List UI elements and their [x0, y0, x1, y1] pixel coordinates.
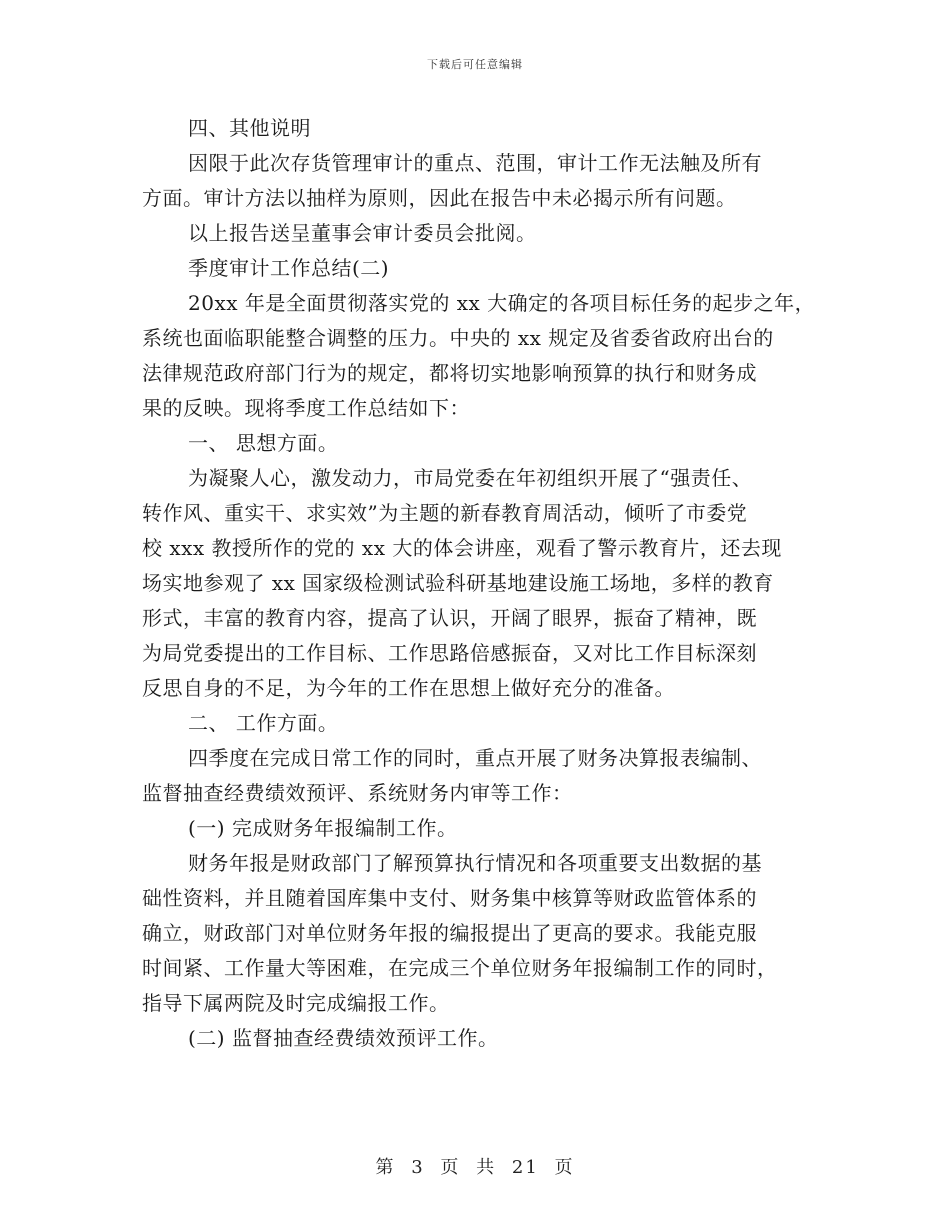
text-line: 因限于此次存货管理审计的重点、范围，审计工作无法触及所有	[188, 151, 762, 175]
text-line: 场实地参观了 xx 国家级检测试验科研基地建设施工场地，多样的教育	[142, 571, 774, 595]
text-line: 校 xxx 教授所作的党的 xx 大的体会讲座，观看了警示教育片，还去现	[142, 536, 782, 560]
footer-suffix: 页	[554, 1157, 575, 1178]
text-line: 指导下属两院及时完成编报工作。	[142, 991, 450, 1015]
text-line: 时间紧、工作量大等困难，在完成三个单位财务年报编制工作的同时，	[142, 956, 778, 980]
text-line: 财务年报是财政部门了解预算执行情况和各项重要支出数据的基	[188, 851, 762, 875]
text-line: 法律规范政府部门行为的规定，都将切实地影响预算的执行和财务成	[142, 361, 757, 385]
footer-total-pages: 21	[511, 1157, 539, 1178]
text-line: 果的反映。现将季度工作总结如下：	[142, 396, 470, 420]
text-line: 础性资料，并且随着国库集中支付、财务集中核算等财政监管体系的	[142, 886, 757, 910]
footer-total-word: 共	[476, 1157, 497, 1178]
text-line: 四、其他说明	[188, 116, 311, 140]
text-line: 系统也面临职能整合调整的压力。中央的 xx 规定及省委省政府出台的	[142, 326, 774, 350]
text-line: (一) 完成财务年报编制工作。	[188, 816, 458, 840]
text-line: 监督抽查经费绩效预评、系统财务内审等工作：	[142, 781, 573, 805]
text-line: 以上报告送呈董事会审计委员会批阅。	[188, 221, 537, 245]
text-line: 确立，财政部门对单位财务年报的编报提出了更高的要求。我能克服	[142, 921, 757, 945]
footer-current-page: 3	[411, 1157, 425, 1178]
text-line: 为凝聚人心，激发动力，市局党委在年初组织开展了“强责任、	[188, 466, 753, 490]
text-line: 季度审计工作总结(二)	[188, 256, 390, 280]
text-line: 转作风、重实干、求实效”为主题的新春教育周活动，倾听了市委党	[142, 501, 748, 525]
text-line: 20xx 年是全面贯彻落实党的 xx 大确定的各项目标任务的起步之年，	[188, 291, 816, 315]
footer-page-word: 页	[440, 1157, 461, 1178]
text-line: 为局党委提出的工作目标、工作思路倍感振奋，又对比工作目标深刻	[142, 641, 757, 665]
text-line: 反思自身的不足，为今年的工作在思想上做好充分的准备。	[142, 676, 675, 700]
document-body	[142, 111, 822, 1056]
text-line: 一、 思想方面。	[188, 431, 339, 455]
footer-prefix: 第	[375, 1157, 396, 1178]
page-footer	[0, 1153, 950, 1179]
text-line: 形式，丰富的教育内容，提高了认识，开阔了眼界，振奋了精神，既	[142, 606, 757, 630]
text-line: (二) 监督抽查经费绩效预评工作。	[188, 1026, 499, 1050]
text-line: 方面。审计方法以抽样为原则，因此在报告中未必揭示所有问题。	[142, 186, 737, 210]
page-header: 下载后可任意编辑	[427, 58, 523, 71]
text-line: 二、 工作方面。	[188, 711, 339, 735]
text-line: 四季度在完成日常工作的同时，重点开展了财务决算报表编制、	[188, 746, 762, 770]
